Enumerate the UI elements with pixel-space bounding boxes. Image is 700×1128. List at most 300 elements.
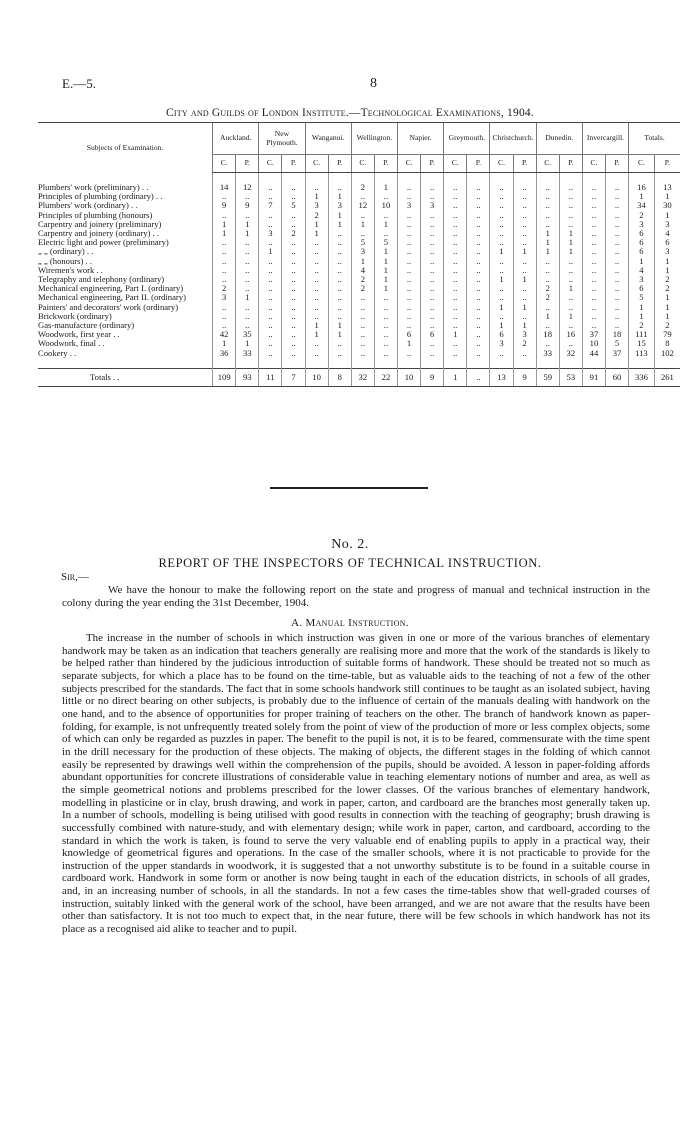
value-cell: 3 bbox=[328, 201, 351, 210]
value-cell: .. bbox=[467, 284, 490, 293]
value-cell: .. bbox=[305, 183, 328, 192]
value-cell: 10 bbox=[374, 201, 397, 210]
value-cell: .. bbox=[421, 192, 444, 201]
value-cell: 1 bbox=[213, 220, 236, 229]
value-cell: 6 bbox=[629, 229, 655, 238]
value-cell: .. bbox=[282, 293, 305, 302]
value-cell: 59 bbox=[536, 368, 559, 386]
value-cell: .. bbox=[513, 238, 536, 247]
value-cell: .. bbox=[398, 229, 421, 238]
value-cell: 4 bbox=[629, 266, 655, 275]
value-cell: .. bbox=[282, 266, 305, 275]
value-cell: 1 bbox=[328, 220, 351, 229]
value-cell: 2 bbox=[351, 275, 374, 284]
value-cell: .. bbox=[398, 211, 421, 220]
value-cell: .. bbox=[467, 339, 490, 348]
value-cell: .. bbox=[374, 293, 397, 302]
value-cell: .. bbox=[444, 349, 467, 358]
value-cell: .. bbox=[536, 257, 559, 266]
value-cell: .. bbox=[213, 247, 236, 256]
value-cell: 5 bbox=[282, 201, 305, 210]
passes-header: P. bbox=[282, 155, 305, 173]
value-cell: 3 bbox=[351, 247, 374, 256]
centre-header: Napier. bbox=[398, 123, 444, 155]
value-cell: .. bbox=[444, 284, 467, 293]
value-cell: .. bbox=[444, 220, 467, 229]
value-cell: .. bbox=[559, 192, 582, 201]
value-cell: .. bbox=[444, 275, 467, 284]
value-cell: .. bbox=[467, 330, 490, 339]
value-cell: .. bbox=[490, 238, 513, 247]
value-cell: .. bbox=[536, 266, 559, 275]
value-cell: .. bbox=[374, 229, 397, 238]
value-cell: .. bbox=[213, 257, 236, 266]
value-cell: .. bbox=[559, 201, 582, 210]
value-cell: 1 bbox=[536, 312, 559, 321]
value-cell: .. bbox=[467, 321, 490, 330]
value-cell: 1 bbox=[374, 275, 397, 284]
value-cell: .. bbox=[328, 312, 351, 321]
value-cell: 9 bbox=[213, 201, 236, 210]
value-cell: 1 bbox=[374, 220, 397, 229]
passes-header: P. bbox=[236, 155, 259, 173]
value-cell: .. bbox=[398, 192, 421, 201]
value-cell: .. bbox=[259, 238, 282, 247]
value-cell: 3 bbox=[654, 247, 680, 256]
value-cell: 1 bbox=[213, 339, 236, 348]
value-cell: .. bbox=[351, 293, 374, 302]
value-cell: .. bbox=[536, 201, 559, 210]
value-cell: 6 bbox=[629, 247, 655, 256]
value-cell: .. bbox=[490, 257, 513, 266]
value-cell: .. bbox=[582, 312, 605, 321]
value-cell: .. bbox=[374, 321, 397, 330]
subject-cell: Mechanical engineering, Part I. (ordinary) bbox=[38, 284, 184, 294]
value-cell: .. bbox=[328, 349, 351, 358]
table-row bbox=[38, 266, 680, 275]
table-row bbox=[38, 275, 680, 284]
centre-header: Greymouth. bbox=[444, 123, 490, 155]
value-cell: 2 bbox=[536, 293, 559, 302]
value-cell: .. bbox=[398, 257, 421, 266]
value-cell: 1 bbox=[305, 321, 328, 330]
centre-header: Totals. bbox=[629, 123, 680, 155]
table-row bbox=[38, 192, 680, 201]
value-cell: .. bbox=[305, 339, 328, 348]
value-cell: 6 bbox=[490, 330, 513, 339]
value-cell: .. bbox=[398, 321, 421, 330]
value-cell: .. bbox=[467, 303, 490, 312]
value-cell: .. bbox=[490, 349, 513, 358]
value-cell: .. bbox=[536, 321, 559, 330]
value-cell: 2 bbox=[213, 284, 236, 293]
subject-cell: Principles of plumbing (ordinary) . . bbox=[38, 192, 163, 202]
value-cell: .. bbox=[398, 247, 421, 256]
value-cell: .. bbox=[328, 275, 351, 284]
value-cell: .. bbox=[305, 312, 328, 321]
candidates-header: C. bbox=[351, 155, 374, 173]
value-cell: 1 bbox=[536, 229, 559, 238]
subject-cell: Principles of plumbing (honours) bbox=[38, 210, 153, 220]
value-cell: 2 bbox=[629, 321, 655, 330]
value-cell: 1 bbox=[236, 339, 259, 348]
value-cell: .. bbox=[374, 330, 397, 339]
value-cell: 2 bbox=[654, 284, 680, 293]
value-cell: 9 bbox=[421, 368, 444, 386]
centre-header: Wanganui. bbox=[305, 123, 351, 155]
subject-cell: Telegraphy and telephony (ordinary) bbox=[38, 275, 165, 285]
value-cell: 111 bbox=[629, 330, 655, 339]
value-cell: 1 bbox=[559, 238, 582, 247]
value-cell: .. bbox=[213, 266, 236, 275]
value-cell: .. bbox=[444, 257, 467, 266]
value-cell: .. bbox=[606, 257, 629, 266]
examinations-table bbox=[38, 122, 680, 387]
value-cell: .. bbox=[444, 247, 467, 256]
value-cell: 6 bbox=[421, 330, 444, 339]
value-cell: .. bbox=[513, 220, 536, 229]
value-cell: .. bbox=[606, 247, 629, 256]
value-cell: 18 bbox=[536, 330, 559, 339]
value-cell: 1 bbox=[374, 247, 397, 256]
value-cell: .. bbox=[606, 201, 629, 210]
value-cell: .. bbox=[282, 284, 305, 293]
value-cell: 2 bbox=[513, 339, 536, 348]
value-cell: 13 bbox=[490, 368, 513, 386]
value-cell: .. bbox=[582, 266, 605, 275]
value-cell: .. bbox=[213, 312, 236, 321]
value-cell: .. bbox=[513, 349, 536, 358]
value-cell: .. bbox=[328, 257, 351, 266]
value-cell: .. bbox=[236, 284, 259, 293]
candidates-header: C. bbox=[305, 155, 328, 173]
section-divider bbox=[270, 487, 428, 489]
value-cell: 1 bbox=[444, 368, 467, 386]
value-cell: .. bbox=[490, 201, 513, 210]
value-cell: .. bbox=[467, 211, 490, 220]
value-cell: .. bbox=[467, 192, 490, 201]
passes-header: P. bbox=[606, 155, 629, 173]
value-cell: .. bbox=[305, 284, 328, 293]
value-cell: .. bbox=[421, 257, 444, 266]
report-title: REPORT OF THE INSPECTORS OF TECHNICAL INSTRUCTION. bbox=[158, 556, 542, 570]
value-cell: 3 bbox=[490, 339, 513, 348]
value-cell: .. bbox=[421, 247, 444, 256]
value-cell: 336 bbox=[629, 368, 655, 386]
value-cell: .. bbox=[490, 284, 513, 293]
value-cell: 1 bbox=[654, 211, 680, 220]
table-row bbox=[38, 303, 680, 312]
centre-header: Wellington. bbox=[351, 123, 397, 155]
value-cell: 22 bbox=[374, 368, 397, 386]
passes-header: P. bbox=[374, 155, 397, 173]
page-number: 8 bbox=[370, 76, 377, 91]
value-cell: 1 bbox=[490, 303, 513, 312]
value-cell: .. bbox=[328, 266, 351, 275]
value-cell: .. bbox=[444, 211, 467, 220]
value-cell: .. bbox=[444, 303, 467, 312]
value-cell: 4 bbox=[654, 229, 680, 238]
table-row bbox=[38, 330, 680, 339]
value-cell: 1 bbox=[236, 220, 259, 229]
value-cell: .. bbox=[421, 312, 444, 321]
value-cell: 5 bbox=[374, 238, 397, 247]
value-cell: .. bbox=[351, 349, 374, 358]
subject-cell: Cookery . . bbox=[38, 348, 77, 358]
value-cell: .. bbox=[444, 229, 467, 238]
value-cell: .. bbox=[374, 312, 397, 321]
value-cell: .. bbox=[328, 339, 351, 348]
value-cell: .. bbox=[213, 321, 236, 330]
value-cell: .. bbox=[282, 339, 305, 348]
value-cell: .. bbox=[421, 266, 444, 275]
value-cell: .. bbox=[513, 211, 536, 220]
value-cell: 1 bbox=[629, 257, 655, 266]
subject-cell: Woodwork, first year . . bbox=[38, 330, 120, 340]
value-cell: .. bbox=[328, 229, 351, 238]
value-cell: .. bbox=[351, 211, 374, 220]
table-row bbox=[38, 293, 680, 302]
value-cell: .. bbox=[467, 247, 490, 256]
value-cell: 2 bbox=[654, 275, 680, 284]
value-cell: 91 bbox=[582, 368, 605, 386]
intro-paragraph: We have the honour to make the following report on the state and progress of manual and technical instruction in the colony during the year ending the 31st December, 1904. bbox=[62, 584, 650, 609]
value-cell: .. bbox=[259, 321, 282, 330]
table-title: City and Guilds of London Institute.—Technological Examinations, 1904. bbox=[166, 107, 534, 119]
value-cell: .. bbox=[490, 183, 513, 192]
value-cell: 37 bbox=[582, 330, 605, 339]
value-cell: .. bbox=[582, 211, 605, 220]
value-cell: 6 bbox=[398, 330, 421, 339]
value-cell: 1 bbox=[374, 266, 397, 275]
salutation: Sir,— bbox=[61, 571, 89, 583]
table-row bbox=[38, 211, 680, 220]
value-cell: .. bbox=[351, 339, 374, 348]
report-number: No. 2. bbox=[331, 537, 369, 552]
value-cell: 1 bbox=[328, 321, 351, 330]
value-cell: .. bbox=[444, 192, 467, 201]
subject-cell: Mechanical engineering, Part II. (ordinary) bbox=[38, 293, 186, 303]
value-cell: 44 bbox=[582, 349, 605, 358]
value-cell: .. bbox=[236, 321, 259, 330]
value-cell: 33 bbox=[536, 349, 559, 358]
value-cell: 3 bbox=[213, 293, 236, 302]
subject-cell: Gas-manufacture (ordinary) bbox=[38, 321, 135, 331]
value-cell: .. bbox=[421, 275, 444, 284]
value-cell: 10 bbox=[582, 339, 605, 348]
value-cell: .. bbox=[282, 211, 305, 220]
value-cell: 12 bbox=[236, 183, 259, 192]
value-cell: 3 bbox=[629, 275, 655, 284]
value-cell: 60 bbox=[606, 368, 629, 386]
passes-header: P. bbox=[654, 155, 680, 173]
value-cell: 53 bbox=[559, 368, 582, 386]
value-cell: 1 bbox=[654, 192, 680, 201]
value-cell: 32 bbox=[351, 368, 374, 386]
candidates-header: C. bbox=[536, 155, 559, 173]
value-cell: 5 bbox=[629, 293, 655, 302]
candidates-header: C. bbox=[259, 155, 282, 173]
value-cell: .. bbox=[467, 312, 490, 321]
value-cell: .. bbox=[259, 284, 282, 293]
value-cell: .. bbox=[259, 349, 282, 358]
value-cell: 2 bbox=[536, 284, 559, 293]
value-cell: 35 bbox=[236, 330, 259, 339]
value-cell: .. bbox=[259, 192, 282, 201]
value-cell: 1 bbox=[536, 247, 559, 256]
value-cell: .. bbox=[582, 229, 605, 238]
value-cell: 1 bbox=[629, 192, 655, 201]
value-cell: 10 bbox=[398, 368, 421, 386]
value-cell: .. bbox=[282, 321, 305, 330]
value-cell: .. bbox=[582, 192, 605, 201]
value-cell: .. bbox=[513, 293, 536, 302]
value-cell: .. bbox=[259, 211, 282, 220]
value-cell: 15 bbox=[629, 339, 655, 348]
value-cell: .. bbox=[490, 192, 513, 201]
value-cell: 6 bbox=[654, 238, 680, 247]
candidates-header: C. bbox=[213, 155, 236, 173]
value-cell: .. bbox=[328, 303, 351, 312]
value-cell: .. bbox=[490, 293, 513, 302]
value-cell: .. bbox=[398, 183, 421, 192]
value-cell: .. bbox=[421, 284, 444, 293]
table-row bbox=[38, 312, 680, 321]
value-cell: .. bbox=[559, 220, 582, 229]
value-cell: 113 bbox=[629, 349, 655, 358]
value-cell: .. bbox=[236, 211, 259, 220]
table-row bbox=[38, 349, 680, 358]
value-cell: .. bbox=[374, 349, 397, 358]
centre-header: Auckland. bbox=[213, 123, 259, 155]
value-cell: 1 bbox=[654, 257, 680, 266]
value-cell: .. bbox=[282, 303, 305, 312]
subject-cell: Totals . . bbox=[38, 368, 213, 386]
spacer-row bbox=[38, 173, 680, 184]
value-cell: .. bbox=[236, 238, 259, 247]
table-row bbox=[38, 339, 680, 348]
value-cell: .. bbox=[582, 284, 605, 293]
value-cell: 1 bbox=[328, 192, 351, 201]
value-cell: 16 bbox=[629, 183, 655, 192]
value-cell: .. bbox=[582, 257, 605, 266]
value-cell: .. bbox=[467, 229, 490, 238]
value-cell: .. bbox=[398, 284, 421, 293]
value-cell: .. bbox=[582, 238, 605, 247]
value-cell: .. bbox=[536, 275, 559, 284]
value-cell: .. bbox=[213, 192, 236, 201]
value-cell: .. bbox=[421, 220, 444, 229]
value-cell: 8 bbox=[328, 368, 351, 386]
value-cell: 1 bbox=[351, 257, 374, 266]
value-cell: .. bbox=[536, 211, 559, 220]
value-cell: .. bbox=[513, 201, 536, 210]
passes-header: P. bbox=[421, 155, 444, 173]
value-cell: .. bbox=[559, 321, 582, 330]
value-cell: 1 bbox=[490, 247, 513, 256]
subject-header: Subjects of Examination. bbox=[38, 123, 213, 173]
totals-row bbox=[38, 368, 680, 386]
value-cell: .. bbox=[351, 229, 374, 238]
value-cell: .. bbox=[421, 238, 444, 247]
value-cell: .. bbox=[305, 303, 328, 312]
value-cell: .. bbox=[259, 183, 282, 192]
centre-header: Christchurch. bbox=[490, 123, 536, 155]
value-cell: .. bbox=[467, 275, 490, 284]
value-cell: .. bbox=[582, 220, 605, 229]
centre-header: Invercargill. bbox=[582, 123, 628, 155]
value-cell: 1 bbox=[654, 312, 680, 321]
value-cell: .. bbox=[513, 284, 536, 293]
value-cell: .. bbox=[236, 266, 259, 275]
value-cell: .. bbox=[374, 303, 397, 312]
value-cell: 3 bbox=[629, 220, 655, 229]
value-cell: 261 bbox=[654, 368, 680, 386]
value-cell: 11 bbox=[259, 368, 282, 386]
value-cell: .. bbox=[513, 192, 536, 201]
value-cell: .. bbox=[282, 183, 305, 192]
value-cell: .. bbox=[421, 183, 444, 192]
subject-cell: Woodwork, final . . bbox=[38, 339, 105, 349]
value-cell: 36 bbox=[213, 349, 236, 358]
value-cell: .. bbox=[259, 293, 282, 302]
value-cell: .. bbox=[559, 339, 582, 348]
value-cell: 9 bbox=[513, 368, 536, 386]
value-cell: 2 bbox=[629, 211, 655, 220]
value-cell: .. bbox=[444, 238, 467, 247]
value-cell: .. bbox=[236, 275, 259, 284]
value-cell: .. bbox=[282, 192, 305, 201]
value-cell: .. bbox=[536, 303, 559, 312]
value-cell: .. bbox=[536, 220, 559, 229]
value-cell: .. bbox=[582, 201, 605, 210]
value-cell: .. bbox=[259, 257, 282, 266]
value-cell: 1 bbox=[513, 321, 536, 330]
value-cell: .. bbox=[398, 266, 421, 275]
value-cell: .. bbox=[259, 303, 282, 312]
value-cell: .. bbox=[536, 192, 559, 201]
value-cell: .. bbox=[421, 321, 444, 330]
value-cell: .. bbox=[444, 312, 467, 321]
value-cell: .. bbox=[374, 211, 397, 220]
value-cell: 10 bbox=[305, 368, 328, 386]
passes-header: P. bbox=[328, 155, 351, 173]
value-cell: .. bbox=[490, 220, 513, 229]
value-cell: .. bbox=[490, 211, 513, 220]
value-cell: .. bbox=[328, 238, 351, 247]
value-cell: 1 bbox=[305, 192, 328, 201]
value-cell: .. bbox=[606, 183, 629, 192]
value-cell: .. bbox=[305, 349, 328, 358]
passes-header: P. bbox=[467, 155, 490, 173]
value-cell: .. bbox=[490, 266, 513, 275]
candidates-header: C. bbox=[398, 155, 421, 173]
value-cell: 3 bbox=[421, 201, 444, 210]
value-cell: 3 bbox=[654, 220, 680, 229]
value-cell: .. bbox=[582, 247, 605, 256]
value-cell: .. bbox=[328, 284, 351, 293]
value-cell: 1 bbox=[654, 266, 680, 275]
value-cell: .. bbox=[305, 275, 328, 284]
value-cell: .. bbox=[467, 257, 490, 266]
subject-cell: Brickwork (ordinary) bbox=[38, 311, 112, 321]
value-cell: .. bbox=[582, 321, 605, 330]
table-body bbox=[38, 173, 680, 387]
candidates-header: C. bbox=[629, 155, 655, 173]
value-cell: 1 bbox=[629, 303, 655, 312]
value-cell: 1 bbox=[374, 284, 397, 293]
value-cell: 1 bbox=[559, 247, 582, 256]
